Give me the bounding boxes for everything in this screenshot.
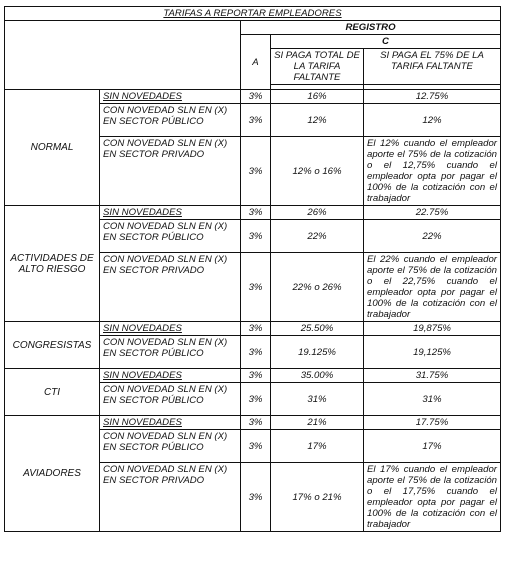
- row-value-75: El 12% cuando el empleador aporte el 75% de la cotización o el 12,75% cuando el empleador opta por pagar el 100% de la cotización con el trabajador: [364, 137, 501, 206]
- category-label: CTI: [5, 369, 100, 416]
- category-label: ACTIVIDADES DE ALTO RIESGO: [5, 206, 100, 322]
- row-description: CON NOVEDAD SLN EN (X) EN SECTOR PRIVADO: [100, 137, 241, 206]
- row-value-total: 26%: [271, 206, 364, 220]
- header-col-a: A: [241, 35, 271, 90]
- row-value-total: 17%: [271, 430, 364, 463]
- row-value-a: 3%: [241, 416, 271, 430]
- table-row: [5, 369, 501, 383]
- row-value-a: 3%: [241, 206, 271, 220]
- row-value-75: 12%: [364, 104, 501, 137]
- row-value-75: El 22% cuando el empleador aporte el 75% de la cotización o el 22,75% cuando el empleador opta por pagar el 100% de la cotización con el trabajador: [364, 253, 501, 322]
- row-value-a: 3%: [241, 137, 271, 206]
- header-c-total: SI PAGA TOTAL DE LA TARIFA FALTANTE: [271, 49, 364, 85]
- row-value-a: 3%: [241, 383, 271, 416]
- row-value-a: 3%: [241, 322, 271, 336]
- row-value-a: 3%: [241, 336, 271, 369]
- row-value-total: 12%: [271, 104, 364, 137]
- row-value-total: 31%: [271, 383, 364, 416]
- row-description: CON NOVEDAD SLN EN (X) EN SECTOR PÚBLICO: [100, 430, 241, 463]
- header-c-75: SI PAGA EL 75% DE LA TARIFA FALTANTE: [364, 49, 501, 85]
- row-value-a: 3%: [241, 104, 271, 137]
- row-value-total: 22%: [271, 220, 364, 253]
- table-row: [5, 322, 501, 336]
- row-value-75: 12.75%: [364, 90, 501, 104]
- table-row: [5, 206, 501, 220]
- header-row-registro: [5, 21, 501, 35]
- row-value-total: 16%: [271, 90, 364, 104]
- category-label: AVIADORES: [5, 416, 100, 532]
- row-description: CON NOVEDAD SLN EN (X) EN SECTOR PÚBLICO: [100, 383, 241, 416]
- row-value-75: 19,875%: [364, 322, 501, 336]
- row-value-75: 17.75%: [364, 416, 501, 430]
- table-row: [5, 416, 501, 430]
- row-value-total: 17% o 21%: [271, 463, 364, 532]
- row-value-a: 3%: [241, 220, 271, 253]
- row-description: SIN NOVEDADES: [100, 322, 241, 336]
- category-label: CONGRESISTAS: [5, 322, 100, 369]
- category-label: NORMAL: [5, 90, 100, 206]
- row-description: SIN NOVEDADES: [100, 206, 241, 220]
- row-description: CON NOVEDAD SLN EN (X) EN SECTOR PÚBLICO: [100, 220, 241, 253]
- tarifas-document: [4, 6, 501, 532]
- title-row: [5, 7, 501, 21]
- row-value-total: 25.50%: [271, 322, 364, 336]
- table-row: [5, 90, 501, 104]
- row-description: SIN NOVEDADES: [100, 90, 241, 104]
- header-col-c: C: [271, 35, 501, 49]
- row-description: SIN NOVEDADES: [100, 369, 241, 383]
- table-title: TARIFAS A REPORTAR EMPLEADORES: [5, 7, 501, 21]
- tarifas-table: [4, 6, 501, 532]
- row-description: CON NOVEDAD SLN EN (X) EN SECTOR PRIVADO: [100, 463, 241, 532]
- header-blank-cell: [5, 21, 241, 90]
- header-registro: REGISTRO: [241, 21, 501, 35]
- row-description: SIN NOVEDADES: [100, 416, 241, 430]
- row-description: CON NOVEDAD SLN EN (X) EN SECTOR PÚBLICO: [100, 336, 241, 369]
- row-value-a: 3%: [241, 253, 271, 322]
- row-value-a: 3%: [241, 369, 271, 383]
- row-value-a: 3%: [241, 463, 271, 532]
- row-value-total: 35.00%: [271, 369, 364, 383]
- row-value-75: 31.75%: [364, 369, 501, 383]
- row-description: CON NOVEDAD SLN EN (X) EN SECTOR PÚBLICO: [100, 104, 241, 137]
- row-value-75: 17%: [364, 430, 501, 463]
- row-value-total: 12% o 16%: [271, 137, 364, 206]
- row-value-a: 3%: [241, 430, 271, 463]
- row-value-75: 22.75%: [364, 206, 501, 220]
- row-value-total: 21%: [271, 416, 364, 430]
- row-value-total: 19.125%: [271, 336, 364, 369]
- row-value-75: 22%: [364, 220, 501, 253]
- row-value-75: El 17% cuando el empleador aporte el 75% de la cotización o el 17,75% cuando el empleador opta por pagar el 100% de la cotización con el trabajador: [364, 463, 501, 532]
- row-value-75: 31%: [364, 383, 501, 416]
- row-description: CON NOVEDAD SLN EN (X) EN SECTOR PRIVADO: [100, 253, 241, 322]
- row-value-a: 3%: [241, 90, 271, 104]
- row-value-75: 19,125%: [364, 336, 501, 369]
- row-value-total: 22% o 26%: [271, 253, 364, 322]
